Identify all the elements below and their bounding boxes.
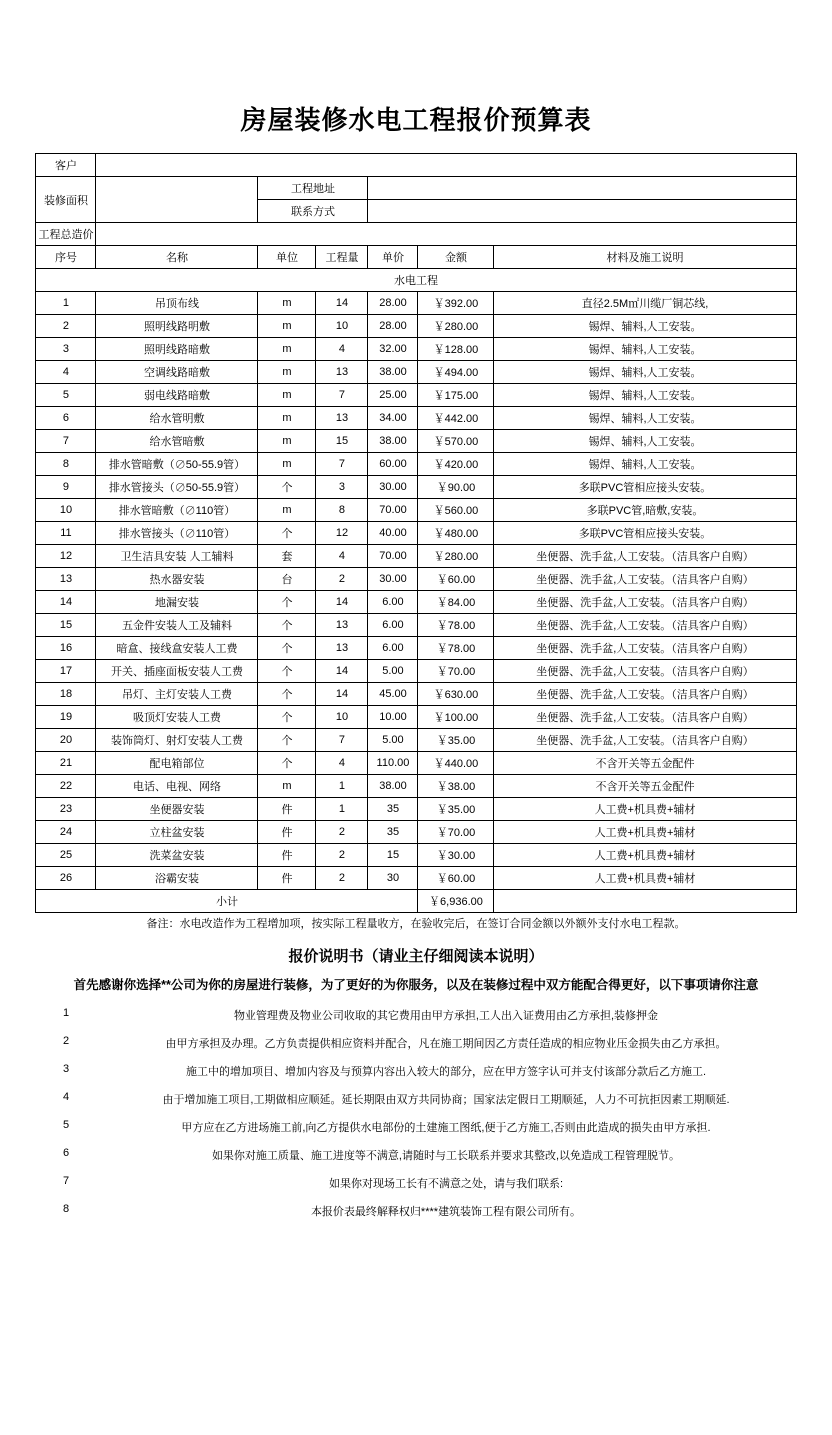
row-no: 2 [36,315,96,338]
term-number: 1 [62,1006,70,1019]
row-name: 吸顶灯安装人工费 [96,706,258,729]
term-number: 6 [62,1146,70,1159]
row-price: 110.00 [368,752,418,775]
row-no: 9 [36,476,96,499]
term-text: 甲方应在乙方进场施工前,向乙方提供水电部份的土建施工图纸,便于乙方施工,否则由此造成的损失由甲方承担. [181,1121,711,1134]
row-price: 28.00 [368,292,418,315]
row-no: 5 [36,384,96,407]
row-qty: 8 [316,499,368,522]
address-label: 工程地址 [258,177,368,200]
term-text: 如果你对现场工长有不满意之处，请与我们联系: [328,1177,564,1190]
row-amount: ￥392.00 [418,292,494,315]
row-desc: 人工费+机具费+辅材 [494,844,796,867]
remark-text: 备注：水电改造作为工程增加项，按实际工程量收方，在验收完后，在签订合同金额以外额外支付水电工程款。 [146,918,686,930]
col-amount: 金额 [418,246,494,269]
row-price: 28.00 [368,315,418,338]
row-no: 23 [36,798,96,821]
table-row [36,476,796,499]
row-unit: 套 [258,545,316,568]
row-no: 11 [36,522,96,545]
row-desc: 锡焊、辅料,人工安装。 [494,315,796,338]
row-desc: 多联PVC管相应接头安装。 [494,522,796,545]
table-row [36,568,796,591]
term-item [36,1057,796,1085]
row-name: 给水管明敷 [96,407,258,430]
row-no: 1 [36,292,96,315]
row-unit: m [258,338,316,361]
row-price: 35 [368,821,418,844]
row-desc: 人工费+机具费+辅材 [494,821,796,844]
row-no: 13 [36,568,96,591]
row-amount: ￥480.00 [418,522,494,545]
term-text: 由甲方承担及办理。乙方负责提供相应资料并配合，凡在施工期间因乙方责任造成的相应物业压金损失由乙方承担。 [165,1037,727,1050]
row-amount: ￥175.00 [418,384,494,407]
row-no: 19 [36,706,96,729]
row-price: 34.00 [368,407,418,430]
row-qty: 1 [316,775,368,798]
row-no: 17 [36,660,96,683]
row-qty: 13 [316,614,368,637]
row-unit: m [258,453,316,476]
term-item [36,1197,796,1225]
row-price: 6.00 [368,614,418,637]
statement-title: 报价说明书（请业主仔细阅读本说明） [288,949,544,965]
row-name: 排水管接头（∅110管） [96,522,258,545]
row-price: 38.00 [368,775,418,798]
table-row [36,453,796,476]
row-amount: ￥420.00 [418,453,494,476]
row-no: 6 [36,407,96,430]
row-price: 30 [368,867,418,890]
row-qty: 7 [316,384,368,407]
row-unit: m [258,430,316,453]
row-amount: ￥630.00 [418,683,494,706]
row-unit: 台 [258,568,316,591]
row-name: 坐便器安装 [96,798,258,821]
row-amount: ￥60.00 [418,568,494,591]
row-desc: 坐便器、洗手盆,人工安装。（洁具客户自购） [494,706,796,729]
row-qty: 13 [316,361,368,384]
term-number: 4 [62,1090,70,1103]
row-name: 电话、电视、网络 [96,775,258,798]
row-no: 21 [36,752,96,775]
row-name: 暗盒、接线盒安装人工费 [96,637,258,660]
row-qty: 14 [316,683,368,706]
row-unit: 个 [258,660,316,683]
row-qty: 2 [316,844,368,867]
row-price: 30.00 [368,568,418,591]
row-name: 开关、插座面板安装人工费 [96,660,258,683]
row-amount: ￥494.00 [418,361,494,384]
table-row [36,545,796,568]
row-desc: 坐便器、洗手盆,人工安装。（洁具客户自购） [494,660,796,683]
row-unit: 个 [258,476,316,499]
row-desc: 锡焊、辅料,人工安装。 [494,338,796,361]
row-qty: 13 [316,637,368,660]
customer-value[interactable] [96,154,796,177]
row-qty: 14 [316,660,368,683]
row-name: 照明线路暗敷 [96,338,258,361]
row-desc: 锡焊、辅料,人工安装。 [494,361,796,384]
row-qty: 4 [316,752,368,775]
row-amount: ￥440.00 [418,752,494,775]
row-amount: ￥70.00 [418,821,494,844]
statement-intro: 首先感谢你选择**公司为你的房屋进行装修，为了更好的为你服务，以及在装修过程中双方能配合得更好，以下事项请你注意 [73,978,759,992]
row-amount: ￥442.00 [418,407,494,430]
row-unit: 个 [258,522,316,545]
row-name: 排水管暗敷（∅50-55.9管） [96,453,258,476]
terms-table [36,1001,796,1225]
quotation-table [35,153,796,913]
row-amount: ￥60.00 [418,867,494,890]
subtotal-row [36,890,796,913]
table-row [36,361,796,384]
table-header-row [36,246,796,269]
row-qty: 13 [316,407,368,430]
table-row [36,292,796,315]
row-desc: 多联PVC管,暗敷,安装。 [494,499,796,522]
address-value[interactable] [368,177,796,200]
row-price: 35 [368,798,418,821]
row-unit: 件 [258,867,316,890]
col-price: 单价 [368,246,418,269]
row-unit: 个 [258,683,316,706]
row-qty: 7 [316,729,368,752]
total-cost-label: 工程总造价 [36,223,96,246]
row-name: 给水管暗敷 [96,430,258,453]
row-price: 30.00 [368,476,418,499]
row-no: 18 [36,683,96,706]
row-desc: 锡焊、辅料,人工安装。 [494,453,796,476]
row-price: 45.00 [368,683,418,706]
row-no: 24 [36,821,96,844]
row-qty: 12 [316,522,368,545]
row-amount: ￥84.00 [418,591,494,614]
term-text: 如果你对施工质量、施工进度等不满意,请随时与工长联系并要求其整改,以免造成工程管理脱节。 [211,1149,681,1162]
info-row-customer [36,154,796,177]
term-item [36,1085,796,1113]
row-no: 7 [36,430,96,453]
term-item [36,1001,796,1029]
row-qty: 3 [316,476,368,499]
row-unit: 件 [258,798,316,821]
row-amount: ￥128.00 [418,338,494,361]
row-no: 12 [36,545,96,568]
table-row [36,844,796,867]
section-title: 水电工程 [36,269,796,292]
subtotal-label: 小计 [36,890,418,913]
term-number: 2 [62,1034,70,1047]
row-no: 3 [36,338,96,361]
row-qty: 4 [316,545,368,568]
term-item [36,1029,796,1057]
row-no: 20 [36,729,96,752]
row-no: 22 [36,775,96,798]
row-amount: ￥570.00 [418,430,494,453]
row-no: 25 [36,844,96,867]
term-item [36,1169,796,1197]
table-row [36,821,796,844]
table-row [36,338,796,361]
contact-value[interactable] [368,200,796,223]
row-name: 吊灯、主灯安装人工费 [96,683,258,706]
row-qty: 10 [316,706,368,729]
row-amount: ￥90.00 [418,476,494,499]
term-text: 本报价表最终解释权归****建筑装饰工程有限公司所有。 [310,1205,582,1218]
row-unit: 件 [258,844,316,867]
table-row [36,683,796,706]
row-price: 5.00 [368,729,418,752]
row-name: 洗菜盆安装 [96,844,258,867]
row-name: 热水器安装 [96,568,258,591]
row-desc: 锡焊、辅料,人工安装。 [494,384,796,407]
row-unit: m [258,361,316,384]
row-price: 10.00 [368,706,418,729]
row-qty: 14 [316,591,368,614]
row-qty: 14 [316,292,368,315]
row-name: 卫生洁具安装 人工辅料 [96,545,258,568]
row-desc: 坐便器、洗手盆,人工安装。（洁具客户自购） [494,683,796,706]
table-row [36,706,796,729]
row-name: 吊顶布线 [96,292,258,315]
table-row [36,384,796,407]
row-price: 15 [368,844,418,867]
row-unit: m [258,315,316,338]
table-row [36,775,796,798]
row-amount: ￥280.00 [418,315,494,338]
term-text: 物业管理费及物业公司收取的其它费用由甲方承担,工人出入证费用由乙方承担,装修押金 [233,1009,659,1022]
row-price: 5.00 [368,660,418,683]
row-no: 4 [36,361,96,384]
row-unit: 个 [258,637,316,660]
row-desc: 人工费+机具费+辅材 [494,798,796,821]
row-desc: 坐便器、洗手盆,人工安装。（洁具客户自购） [494,729,796,752]
term-number: 7 [62,1174,70,1187]
row-price: 70.00 [368,545,418,568]
row-amount: ￥78.00 [418,637,494,660]
row-unit: m [258,407,316,430]
row-desc: 坐便器、洗手盆,人工安装。（洁具客户自购） [494,568,796,591]
contact-label: 联系方式 [258,200,368,223]
row-price: 6.00 [368,637,418,660]
row-name: 浴霸安装 [96,867,258,890]
customer-label: 客户 [36,154,96,177]
term-item [36,1113,796,1141]
row-qty: 1 [316,798,368,821]
row-desc: 锡焊、辅料,人工安装。 [494,407,796,430]
row-amount: ￥560.00 [418,499,494,522]
term-number: 3 [62,1062,70,1075]
table-row [36,798,796,821]
table-row [36,591,796,614]
row-amount: ￥78.00 [418,614,494,637]
row-name: 配电箱部位 [96,752,258,775]
row-price: 60.00 [368,453,418,476]
row-unit: 个 [258,729,316,752]
total-cost-value[interactable] [96,223,796,246]
term-text: 由于增加施工项目,工期做相应顺延。延长期限由双方共同协商；国家法定假日工期顺延，人力不可抗拒因素工期顺延. [162,1093,730,1106]
row-amount: ￥280.00 [418,545,494,568]
row-unit: m [258,499,316,522]
info-row-address [36,177,796,200]
row-desc: 多联PVC管相应接头安装。 [494,476,796,499]
row-price: 6.00 [368,591,418,614]
term-item [36,1141,796,1169]
row-amount: ￥30.00 [418,844,494,867]
table-row [36,660,796,683]
table-row [36,867,796,890]
row-unit: m [258,384,316,407]
row-desc: 不含开关等五金配件 [494,775,796,798]
page-title: 房屋装修水电工程报价预算表 [240,106,592,135]
row-desc: 坐便器、洗手盆,人工安装。（洁具客户自购） [494,545,796,568]
row-unit: 个 [258,614,316,637]
row-unit: 个 [258,752,316,775]
row-name: 地漏安装 [96,591,258,614]
row-name: 装饰筒灯、射灯安装人工费 [96,729,258,752]
table-row [36,752,796,775]
col-qty: 工程量 [316,246,368,269]
table-row [36,614,796,637]
row-qty: 2 [316,821,368,844]
row-unit: m [258,775,316,798]
row-unit: 个 [258,706,316,729]
area-label: 装修面积 [36,177,96,223]
row-qty: 2 [316,867,368,890]
subtotal-desc [494,890,796,913]
row-unit: m [258,292,316,315]
term-text: 施工中的增加项目、增加内容及与预算内容出入较大的部分，应在甲方签字认可并支付该部分款后乙方施工. [185,1065,707,1078]
row-amount: ￥35.00 [418,798,494,821]
row-price: 70.00 [368,499,418,522]
row-unit: 件 [258,821,316,844]
table-row [36,499,796,522]
term-number: 8 [62,1202,70,1215]
row-name: 弱电线路暗敷 [96,384,258,407]
row-name: 立柱盆安装 [96,821,258,844]
table-row [36,430,796,453]
row-price: 38.00 [368,430,418,453]
section-title-row [36,269,796,292]
col-unit: 单位 [258,246,316,269]
area-value[interactable] [96,177,258,223]
row-desc: 锡焊、辅料,人工安装。 [494,430,796,453]
row-qty: 10 [316,315,368,338]
row-no: 26 [36,867,96,890]
subtotal-amount: ￥6,936.00 [418,890,494,913]
row-qty: 15 [316,430,368,453]
col-desc: 材料及施工说明 [494,246,796,269]
row-desc: 人工费+机具费+辅材 [494,867,796,890]
row-amount: ￥70.00 [418,660,494,683]
row-qty: 2 [316,568,368,591]
row-desc: 坐便器、洗手盆,人工安装。（洁具客户自购） [494,637,796,660]
row-desc: 坐便器、洗手盆,人工安装。（洁具客户自购） [494,591,796,614]
row-desc: 不含开关等五金配件 [494,752,796,775]
info-row-total [36,223,796,246]
row-no: 8 [36,453,96,476]
row-name: 排水管接头（∅50-55.9管） [96,476,258,499]
table-row [36,522,796,545]
row-name: 空调线路暗敷 [96,361,258,384]
col-no: 序号 [36,246,96,269]
row-amount: ￥35.00 [418,729,494,752]
row-desc: 坐便器、洗手盆,人工安装。（洁具客户自购） [494,614,796,637]
row-name: 排水管暗敷（∅110管） [96,499,258,522]
row-unit: 个 [258,591,316,614]
row-desc: 直径2.5M㎡川缆厂铜芯线, [494,292,796,315]
row-price: 38.00 [368,361,418,384]
row-no: 10 [36,499,96,522]
row-qty: 4 [316,338,368,361]
term-number: 5 [62,1118,70,1131]
table-row [36,407,796,430]
row-no: 15 [36,614,96,637]
row-qty: 7 [316,453,368,476]
row-price: 32.00 [368,338,418,361]
row-no: 16 [36,637,96,660]
col-name: 名称 [96,246,258,269]
row-price: 40.00 [368,522,418,545]
row-amount: ￥38.00 [418,775,494,798]
row-amount: ￥100.00 [418,706,494,729]
table-row [36,637,796,660]
row-name: 照明线路明敷 [96,315,258,338]
row-price: 25.00 [368,384,418,407]
table-row [36,315,796,338]
row-no: 14 [36,591,96,614]
table-row [36,729,796,752]
row-name: 五金件安装人工及辅料 [96,614,258,637]
